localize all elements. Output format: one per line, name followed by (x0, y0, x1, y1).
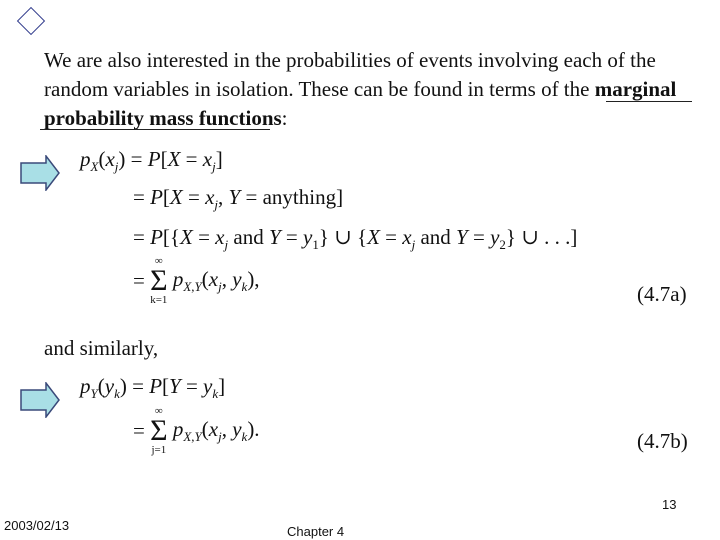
summation-j: ∞ Σ j=1 (150, 405, 168, 456)
summation-k: ∞ Σ k=1 (150, 255, 168, 306)
intro-line-1: We are also interested in the probabilities of events involving each of the (44, 48, 656, 72)
term-pmf: probability mass functions (44, 106, 282, 130)
underline-marginal (606, 101, 692, 102)
intro-paragraph (44, 46, 694, 133)
diamond-icon (17, 7, 45, 35)
equation-b-line-1: $p_Y(y_k) = P[Y = y_k]$ (80, 374, 226, 402)
equation-label-4-7a: (4.7a) (637, 282, 687, 306)
page-number: 13 (662, 497, 677, 512)
term-marginal: marginal (594, 77, 677, 101)
footer-chapter: Chapter 4 (287, 524, 345, 539)
equation-a-line-1: $p_X(x_j) = P[X = x_j]$ (80, 147, 223, 175)
arrow-right-icon (20, 155, 60, 191)
and-similarly-text: and similarly, (44, 336, 159, 360)
equation-a-line-2: = $P[X = x_j$, Y = anything] (133, 185, 344, 213)
equation-a-line-4: = ∞ Σ k=1 $p_{X,Y}(x_j$, $y_k$), (133, 255, 260, 306)
equation-label-4-7b: (4.7b) (637, 429, 688, 453)
equation-b-line-2: = ∞ Σ j=1 $p_{X,Y}(x_j$, $y_k$). (133, 405, 260, 456)
equation-a-line-3: = $P[\{X = x_j$ and $Y = y_1$} ∪ {$X = x_j$ and $Y = y_2$} ∪ . . .] (133, 225, 578, 253)
arrow-right-icon (20, 382, 60, 418)
footer-date: 2003/02/13 (4, 518, 70, 533)
underline-pmf (40, 129, 270, 130)
intro-line-2 (44, 75, 694, 104)
intro-colon: : (281, 106, 288, 130)
intro-line-2-text: random variables in isolation. These can be found in terms of the (44, 77, 590, 101)
